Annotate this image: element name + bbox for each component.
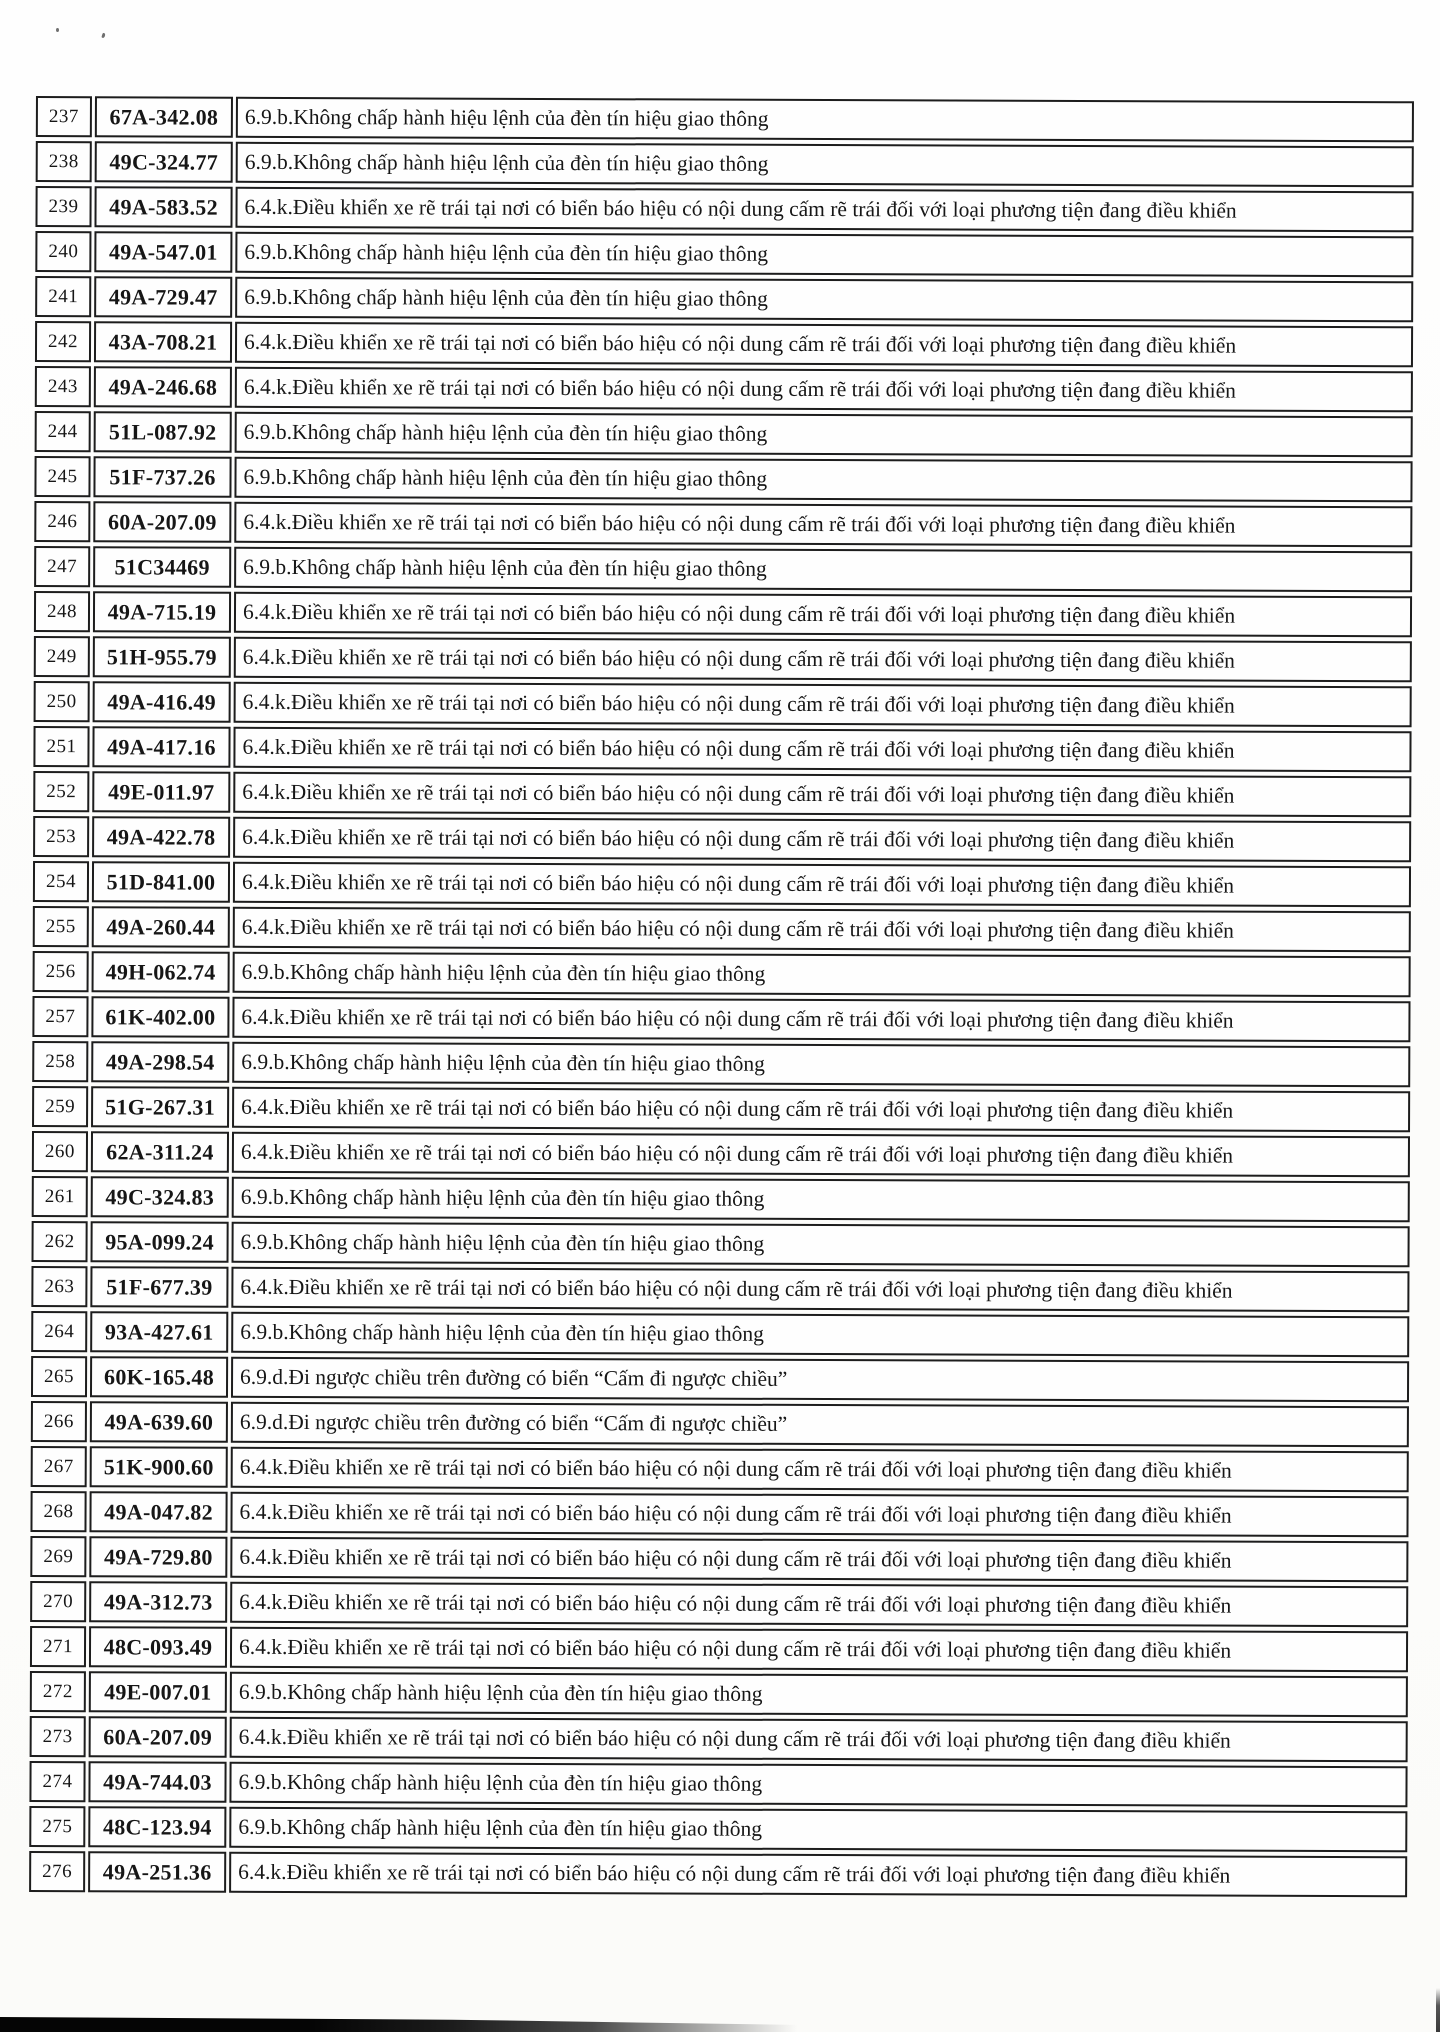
violation-text-cell: 6.9.b.Không chấp hành hiệu lệnh của đèn tín hiệu giao thông	[232, 1042, 1410, 1088]
table-row	[35, 276, 1413, 322]
row-number-cell: 274	[29, 1761, 85, 1802]
row-number-cell: 248	[34, 591, 90, 632]
table-row	[30, 1536, 1408, 1582]
license-plate-cell: 51L-087.92	[94, 411, 232, 453]
row-number-cell: 243	[35, 366, 91, 407]
table-row	[34, 456, 1412, 502]
row-number-cell: 273	[30, 1716, 86, 1757]
row-number-cell: 271	[30, 1626, 86, 1667]
row-number-cell: 246	[34, 501, 90, 542]
violation-text-cell: 6.9.b.Không chấp hành hiệu lệnh của đèn tín hiệu giao thông	[234, 547, 1412, 593]
license-plate-cell: 49A-417.16	[92, 726, 230, 768]
violation-text-cell: 6.4.k.Điều khiển xe rẽ trái tại nơi có biển báo hiệu có nội dung cấm rẽ trái đối với loại phương tiện đang điều khiển	[231, 1447, 1409, 1493]
violation-text-cell: 6.4.k.Điều khiển xe rẽ trái tại nơi có biển báo hiệu có nội dung cấm rẽ trái đối với loại phương tiện đang điều khiển	[235, 187, 1413, 233]
violation-text-cell: 6.9.b.Không chấp hành hiệu lệnh của đèn tín hiệu giao thông	[232, 1222, 1410, 1268]
violation-text-cell: 6.4.k.Điều khiển xe rẽ trái tại nơi có biển báo hiệu có nội dung cấm rẽ trái đối với loại phương tiện đang điều khiển	[233, 862, 1411, 908]
table-row	[35, 186, 1413, 232]
license-plate-cell: 49E-011.97	[92, 771, 230, 813]
violation-text-cell: 6.4.k.Điều khiển xe rẽ trái tại nơi có biển báo hiệu có nội dung cấm rẽ trái đối với loại phương tiện đang điều khiển	[233, 817, 1411, 863]
violation-text-cell: 6.4.k.Điều khiển xe rẽ trái tại nơi có biển báo hiệu có nội dung cấm rẽ trái đối với loại phương tiện đang điều khiển	[230, 1627, 1408, 1673]
violation-text-cell: 6.4.k.Điều khiển xe rẽ trái tại nơi có biển báo hiệu có nội dung cấm rẽ trái đối với loại phương tiện đang điều khiển	[230, 1717, 1408, 1763]
license-plate-cell: 49A-246.68	[94, 366, 232, 408]
scan-artifact-right-edge	[1436, 1988, 1440, 2032]
table-row	[36, 141, 1414, 187]
license-plate-cell: 62A-311.24	[91, 1131, 229, 1173]
row-number-cell: 244	[35, 411, 91, 452]
license-plate-cell: 51D-841.00	[92, 861, 230, 903]
license-plate-cell: 48C-093.49	[89, 1626, 227, 1668]
violation-text-cell: 6.9.b.Không chấp hành hiệu lệnh của đèn tín hiệu giao thông	[235, 232, 1413, 278]
violation-text-cell: 6.9.b.Không chấp hành hiệu lệnh của đèn tín hiệu giao thông	[229, 1762, 1407, 1808]
violation-text-cell: 6.9.b.Không chấp hành hiệu lệnh của đèn tín hiệu giao thông	[234, 457, 1412, 503]
row-number-cell: 258	[32, 1041, 88, 1082]
violation-text-cell: 6.4.k.Điều khiển xe rẽ trái tại nơi có biển báo hiệu có nội dung cấm rẽ trái đối với loại phương tiện đang điều khiển	[232, 997, 1410, 1043]
license-plate-cell: 49A-416.49	[93, 681, 231, 723]
license-plate-cell: 49A-729.80	[89, 1536, 227, 1578]
violation-text-cell: 6.4.k.Điều khiển xe rẽ trái tại nơi có biển báo hiệu có nội dung cấm rẽ trái đối với loại phương tiện đang điều khiển	[234, 592, 1412, 638]
table-row	[36, 96, 1414, 142]
license-plate-cell: 51G-267.31	[91, 1086, 229, 1128]
license-plate-cell: 61K-402.00	[91, 996, 229, 1038]
row-number-cell: 276	[29, 1851, 85, 1892]
license-plate-cell: 51H-955.79	[93, 636, 231, 678]
table-row	[32, 1221, 1410, 1267]
violation-text-cell: 6.4.k.Điều khiển xe rẽ trái tại nơi có biển báo hiệu có nội dung cấm rẽ trái đối với loại phương tiện đang điều khiển	[233, 727, 1411, 773]
table-row	[35, 366, 1413, 412]
row-number-cell: 239	[35, 186, 91, 227]
row-number-cell: 252	[33, 771, 89, 812]
row-number-cell: 264	[31, 1311, 87, 1352]
license-plate-cell: 49H-062.74	[92, 951, 230, 993]
table-row	[33, 816, 1411, 862]
row-number-cell: 275	[29, 1806, 85, 1847]
row-number-cell: 251	[33, 726, 89, 767]
license-plate-cell: 49A-715.19	[93, 591, 231, 633]
row-number-cell: 242	[35, 321, 91, 362]
row-number-cell: 259	[32, 1086, 88, 1127]
license-plate-cell: 51C34469	[93, 546, 231, 588]
row-number-cell: 263	[31, 1266, 87, 1307]
row-number-cell: 241	[35, 276, 91, 317]
license-plate-cell: 60A-207.09	[89, 1716, 227, 1758]
row-number-cell: 254	[33, 861, 89, 902]
violation-text-cell: 6.4.k.Điều khiển xe rẽ trái tại nơi có biển báo hiệu có nội dung cấm rẽ trái đối với loại phương tiện đang điều khiển	[231, 1267, 1409, 1313]
table-row	[30, 1716, 1408, 1762]
license-plate-cell: 49E-007.01	[89, 1671, 227, 1713]
violation-text-cell: 6.9.b.Không chấp hành hiệu lệnh của đèn tín hiệu giao thông	[236, 142, 1414, 188]
table-row	[33, 726, 1411, 772]
row-number-cell: 253	[33, 816, 89, 857]
table-row	[30, 1626, 1408, 1672]
violation-text-cell: 6.4.k.Điều khiển xe rẽ trái tại nơi có biển báo hiệu có nội dung cấm rẽ trái đối với loại phương tiện đang điều khiển	[230, 1582, 1408, 1628]
violation-text-cell: 6.9.b.Không chấp hành hiệu lệnh của đèn tín hiệu giao thông	[230, 1672, 1408, 1718]
row-number-cell: 267	[31, 1446, 87, 1487]
violation-text-cell: 6.9.b.Không chấp hành hiệu lệnh của đèn tín hiệu giao thông	[231, 1312, 1409, 1358]
violation-table-container	[26, 92, 1417, 1901]
table-row	[34, 591, 1412, 637]
violation-text-cell: 6.4.k.Điều khiển xe rẽ trái tại nơi có biển báo hiệu có nội dung cấm rẽ trái đối với loại phương tiện đang điều khiển	[233, 907, 1411, 953]
license-plate-cell: 49C-324.77	[95, 141, 233, 183]
table-row	[33, 861, 1411, 907]
violation-text-cell: 6.9.d.Đi ngược chiều trên đường có biển “Cấm đi ngược chiều”	[231, 1402, 1409, 1448]
table-row	[31, 1401, 1409, 1447]
table-row	[32, 1176, 1410, 1222]
row-number-cell: 272	[30, 1671, 86, 1712]
row-number-cell: 245	[34, 456, 90, 497]
row-number-cell: 255	[33, 906, 89, 947]
table-row	[30, 1671, 1408, 1717]
row-number-cell: 249	[34, 636, 90, 677]
license-plate-cell: 49C-324.83	[91, 1176, 229, 1218]
license-plate-cell: 51F-737.26	[93, 456, 231, 498]
table-row	[32, 1131, 1410, 1177]
violation-text-cell: 6.4.k.Điều khiển xe rẽ trái tại nơi có biển báo hiệu có nội dung cấm rẽ trái đối với loại phương tiện đang điều khiển	[234, 502, 1412, 548]
license-plate-cell: 49A-744.03	[88, 1761, 226, 1803]
table-row	[33, 771, 1411, 817]
row-number-cell: 240	[35, 231, 91, 272]
row-number-cell: 238	[36, 141, 92, 182]
table-row	[32, 1041, 1410, 1087]
license-plate-cell: 51F-677.39	[90, 1266, 228, 1308]
table-row	[29, 1851, 1407, 1897]
table-row	[31, 1446, 1409, 1492]
violation-text-cell: 6.9.b.Không chấp hành hiệu lệnh của đèn tín hiệu giao thông	[235, 412, 1413, 458]
violation-table-body	[29, 96, 1414, 1897]
license-plate-cell: 48C-123.94	[88, 1806, 226, 1848]
violation-text-cell: 6.9.b.Không chấp hành hiệu lệnh của đèn tín hiệu giao thông	[229, 1807, 1407, 1853]
table-row	[34, 501, 1412, 547]
table-row	[30, 1491, 1408, 1537]
license-plate-cell: 93A-427.61	[90, 1311, 228, 1353]
row-number-cell: 262	[32, 1221, 88, 1262]
violation-text-cell: 6.4.k.Điều khiển xe rẽ trái tại nơi có biển báo hiệu có nội dung cấm rẽ trái đối với loại phương tiện đang điều khiển	[232, 1087, 1410, 1133]
row-number-cell: 269	[30, 1536, 86, 1577]
row-number-cell: 237	[36, 96, 92, 137]
table-row	[31, 1266, 1409, 1312]
row-number-cell: 268	[30, 1491, 86, 1532]
violation-text-cell: 6.9.b.Không chấp hành hiệu lệnh của đèn tín hiệu giao thông	[232, 1177, 1410, 1223]
table-row	[33, 951, 1411, 997]
violation-table	[26, 92, 1417, 1901]
license-plate-cell: 49A-047.82	[89, 1491, 227, 1533]
violation-text-cell: 6.4.k.Điều khiển xe rẽ trái tại nơi có biển báo hiệu có nội dung cấm rẽ trái đối với loại phương tiện đang điều khiển	[234, 682, 1412, 728]
table-row	[29, 1761, 1407, 1807]
violation-text-cell: 6.4.k.Điều khiển xe rẽ trái tại nơi có biển báo hiệu có nội dung cấm rẽ trái đối với loại phương tiện đang điều khiển	[235, 322, 1413, 368]
row-number-cell: 257	[32, 996, 88, 1037]
violation-text-cell: 6.4.k.Điều khiển xe rẽ trái tại nơi có biển báo hiệu có nội dung cấm rẽ trái đối với loại phương tiện đang điều khiển	[235, 367, 1413, 413]
table-row	[32, 996, 1410, 1042]
violation-text-cell: 6.4.k.Điều khiển xe rẽ trái tại nơi có biển báo hiệu có nội dung cấm rẽ trái đối với loại phương tiện đang điều khiển	[233, 772, 1411, 818]
license-plate-cell: 51K-900.60	[90, 1446, 228, 1488]
license-plate-cell: 49A-251.36	[88, 1851, 226, 1893]
table-row	[34, 546, 1412, 592]
license-plate-cell: 60A-207.09	[93, 501, 231, 543]
violation-text-cell: 6.9.b.Không chấp hành hiệu lệnh của đèn tín hiệu giao thông	[233, 952, 1411, 998]
violation-text-cell: 6.9.b.Không chấp hành hiệu lệnh của đèn tín hiệu giao thông	[235, 277, 1413, 323]
license-plate-cell: 49A-729.47	[94, 276, 232, 318]
license-plate-cell: 49A-583.52	[94, 186, 232, 228]
table-row	[35, 321, 1413, 367]
row-number-cell: 261	[32, 1176, 88, 1217]
row-number-cell: 256	[33, 951, 89, 992]
row-number-cell: 270	[30, 1581, 86, 1622]
row-number-cell: 266	[31, 1401, 87, 1442]
license-plate-cell: 49A-547.01	[94, 231, 232, 273]
row-number-cell: 247	[34, 546, 90, 587]
table-row	[31, 1356, 1409, 1402]
license-plate-cell: 49A-639.60	[90, 1401, 228, 1443]
license-plate-cell: 95A-099.24	[91, 1221, 229, 1263]
license-plate-cell: 60K-165.48	[90, 1356, 228, 1398]
table-row	[33, 906, 1411, 952]
license-plate-cell: 49A-260.44	[92, 906, 230, 948]
license-plate-cell: 49A-422.78	[92, 816, 230, 858]
row-number-cell: 260	[32, 1131, 88, 1172]
table-row	[35, 231, 1413, 277]
table-row	[29, 1806, 1407, 1852]
table-row	[34, 636, 1412, 682]
license-plate-cell: 67A-342.08	[95, 96, 233, 138]
violation-text-cell: 6.4.k.Điều khiển xe rẽ trái tại nơi có biển báo hiệu có nội dung cấm rẽ trái đối với loại phương tiện đang điều khiển	[232, 1132, 1410, 1178]
table-row	[35, 411, 1413, 457]
violation-text-cell: 6.4.k.Điều khiển xe rẽ trái tại nơi có biển báo hiệu có nội dung cấm rẽ trái đối với loại phương tiện đang điều khiển	[229, 1852, 1407, 1898]
scan-speck	[56, 28, 59, 32]
row-number-cell: 265	[31, 1356, 87, 1397]
violation-text-cell: 6.9.b.Không chấp hành hiệu lệnh của đèn tín hiệu giao thông	[236, 97, 1414, 143]
violation-text-cell: 6.4.k.Điều khiển xe rẽ trái tại nơi có biển báo hiệu có nội dung cấm rẽ trái đối với loại phương tiện đang điều khiển	[230, 1492, 1408, 1538]
table-row	[32, 1086, 1410, 1132]
license-plate-cell: 49A-312.73	[89, 1581, 227, 1623]
table-row	[34, 681, 1412, 727]
violation-text-cell: 6.4.k.Điều khiển xe rẽ trái tại nơi có biển báo hiệu có nội dung cấm rẽ trái đối với loại phương tiện đang điều khiển	[234, 637, 1412, 683]
violation-text-cell: 6.9.d.Đi ngược chiều trên đường có biển “Cấm đi ngược chiều”	[231, 1357, 1409, 1403]
license-plate-cell: 49A-298.54	[91, 1041, 229, 1083]
table-row	[31, 1311, 1409, 1357]
violation-text-cell: 6.4.k.Điều khiển xe rẽ trái tại nơi có biển báo hiệu có nội dung cấm rẽ trái đối với loại phương tiện đang điều khiển	[230, 1537, 1408, 1583]
row-number-cell: 250	[34, 681, 90, 722]
table-row	[30, 1581, 1408, 1627]
license-plate-cell: 43A-708.21	[94, 321, 232, 363]
